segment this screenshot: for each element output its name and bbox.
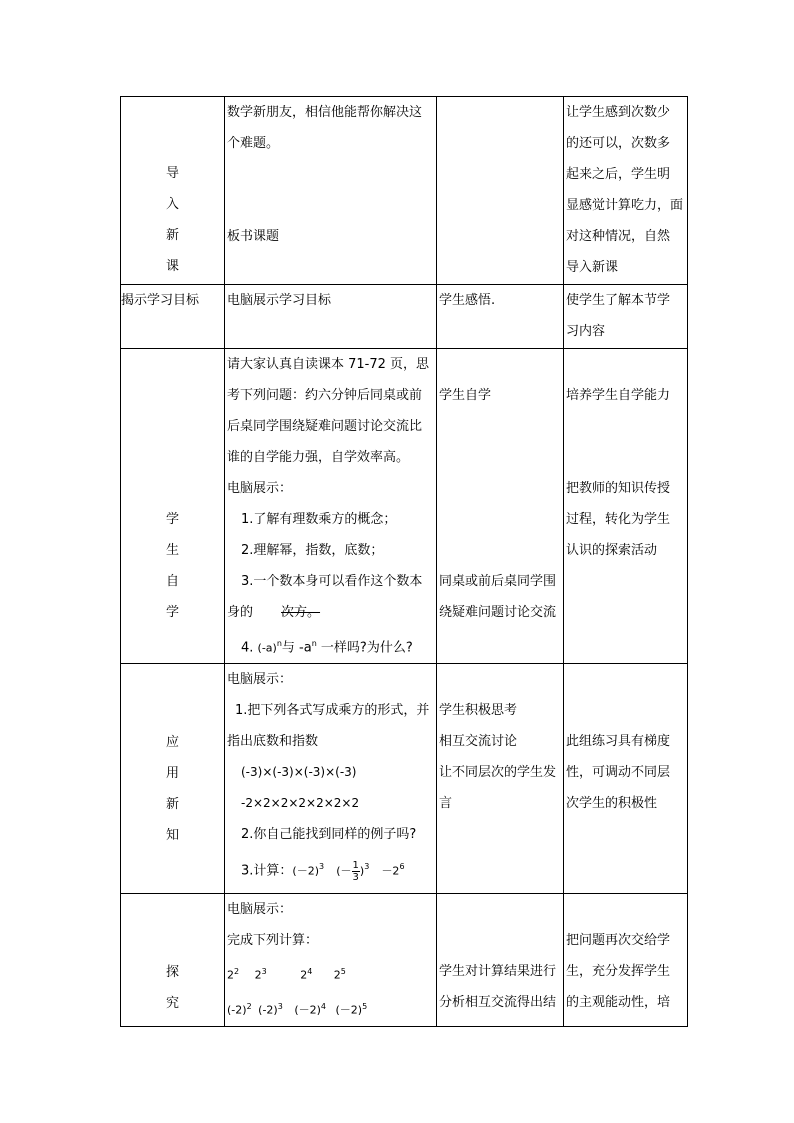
teacher-explore: [225, 894, 437, 1026]
blank-line: 次方。: [281, 605, 321, 620]
lesson-plan-table: [120, 96, 688, 1027]
text-line: 数学新朋友，相信他能帮你解决这: [227, 105, 423, 120]
student-apply: [437, 664, 564, 894]
intent-apply: [564, 664, 688, 894]
math-expression: (-3)×(-3)×(-3)×(-3): [241, 765, 357, 780]
text-line: 让不同层次的学生发: [439, 765, 557, 781]
text-line: 对这种情况，自然: [566, 229, 671, 244]
teacher-intro: [225, 97, 437, 285]
text-line: 让学生感到次数少: [566, 105, 671, 120]
text-line: 相互交流讨论: [439, 734, 518, 750]
text-line: 电脑展示：: [227, 672, 293, 688]
text-line: 请大家认真自读课本 71-72 页，思: [227, 357, 430, 372]
row-goals: [121, 285, 688, 349]
student-intro: [437, 97, 564, 285]
row-selfstudy: [121, 349, 688, 664]
text-line: 过程，转化为学生: [566, 512, 671, 527]
text-line: 认识的探索活动: [566, 543, 658, 558]
stage-selfstudy: [121, 349, 225, 664]
stage-char: 探: [165, 965, 179, 981]
stage-intro: [121, 97, 225, 285]
stage-char: 知: [165, 828, 179, 844]
math-expression: -2×2×2×2×2×2×2: [241, 796, 360, 811]
text-line: 显感觉计算吃力，面: [566, 198, 684, 213]
stage-char: 新: [165, 797, 179, 813]
text-line: 性，可调动不同层: [566, 765, 671, 781]
intent-selfstudy: [564, 349, 688, 664]
text-line: 此组练习具有梯度: [566, 734, 671, 750]
text-line: 把问题再次交给学: [566, 933, 671, 949]
text-line: 电脑展示学习目标: [227, 293, 332, 308]
intent-explore: [564, 894, 688, 1026]
teacher-apply: [225, 664, 437, 894]
list-item: 3.计算：$(-2)^3$ (－ $\frac{1}{3}$ )$^3 -2^6$: [241, 859, 405, 883]
student-goals: [437, 285, 564, 349]
list-item: 2.理解幂，指数，底数；: [241, 543, 384, 558]
text-line: 板书课题: [227, 229, 280, 244]
text-line: 分析相互交流得出结: [439, 995, 557, 1011]
stage-char: 入: [165, 197, 179, 212]
text-line: 起来之后，学生明: [566, 167, 671, 182]
stage-goals: [121, 285, 225, 349]
text-line: 后桌同学围绕疑难问题讨论交流比: [227, 419, 423, 434]
row-intro: [121, 97, 688, 285]
text-line: 学生自学: [439, 388, 492, 403]
intent-goals: [564, 285, 688, 349]
text-line: 的还可以，次数多: [566, 136, 671, 151]
text-line: 使学生了解本节学: [566, 293, 671, 308]
stage-label: 揭示学习目标: [121, 293, 200, 308]
teacher-selfstudy: [225, 349, 437, 664]
stage-char: 导: [165, 166, 179, 181]
text-line: 电脑展示：: [227, 481, 293, 496]
teacher-goals: [225, 285, 437, 349]
student-selfstudy: [437, 349, 564, 664]
list-item: 1.把下列各式写成乘方的形式，并: [235, 703, 430, 719]
row-apply: [121, 664, 688, 894]
text-line: 电脑展示：: [227, 902, 293, 918]
text-line: 习内容: [566, 324, 606, 339]
text-line: 绕疑难问题讨论交流: [439, 605, 557, 620]
stage-explore: [121, 894, 225, 1026]
stage-char: 究: [165, 996, 179, 1012]
stage-apply: [121, 664, 225, 894]
text-line: 学生感悟.: [439, 293, 496, 308]
fraction: $\frac{1}{3}$: [352, 859, 359, 883]
list-item: 1.了解有理数乘方的概念；: [241, 512, 397, 527]
text-line: 言: [439, 796, 453, 812]
list-item: 3.一个数本身可以看作这个数本: [241, 574, 423, 589]
stage-char: 生: [165, 543, 179, 558]
neg-powers-row: $(-2)^2$ $(-2)^3$ $(-2)^4$ $(-2)^5$: [227, 1001, 368, 1017]
text-line: 谁的自学能力强，自学效率高。: [227, 450, 410, 465]
stage-char: 学: [165, 512, 179, 527]
student-explore: [437, 894, 564, 1026]
text-line: 导入新课: [566, 260, 619, 275]
powers-row: $2^2$ $2^3$ $2^4$ $2^5$: [227, 967, 346, 982]
text-line: 的主观能动性，培: [566, 995, 671, 1011]
stage-char: 应: [165, 735, 179, 751]
text-line: 次学生的积极性: [566, 796, 658, 812]
stage-char: 用: [165, 766, 179, 782]
text-line: 把教师的知识传授: [566, 481, 671, 496]
list-item: 2.你自己能找到同样的例子吗?: [241, 827, 417, 843]
list-item-tail: 身的 次方。: [227, 605, 321, 620]
text-line: 考下列问题：约六分钟后同桌或前: [227, 388, 423, 403]
text-line: 学生积极思考: [439, 703, 518, 719]
text-line: 个难题。: [227, 136, 280, 151]
stage-char: 课: [165, 259, 179, 274]
text-line: 指出底数和指数: [227, 734, 319, 750]
stage-char: 学: [165, 605, 179, 620]
text-line: 学生对计算结果进行: [439, 964, 557, 980]
text-line: 培养学生自学能力: [566, 388, 671, 403]
text-line: 同桌或前后桌同学围: [439, 574, 557, 589]
stage-char: 自: [165, 574, 179, 589]
intent-intro: [564, 97, 688, 285]
list-item: 4. $(-a)^n$与 $-a^n$ 一样吗?为什么?: [241, 639, 413, 656]
text-line: 完成下列计算：: [227, 933, 319, 949]
stage-char: 新: [165, 228, 179, 243]
text-line: 生，充分发挥学生: [566, 964, 671, 980]
row-explore: [121, 894, 688, 1026]
